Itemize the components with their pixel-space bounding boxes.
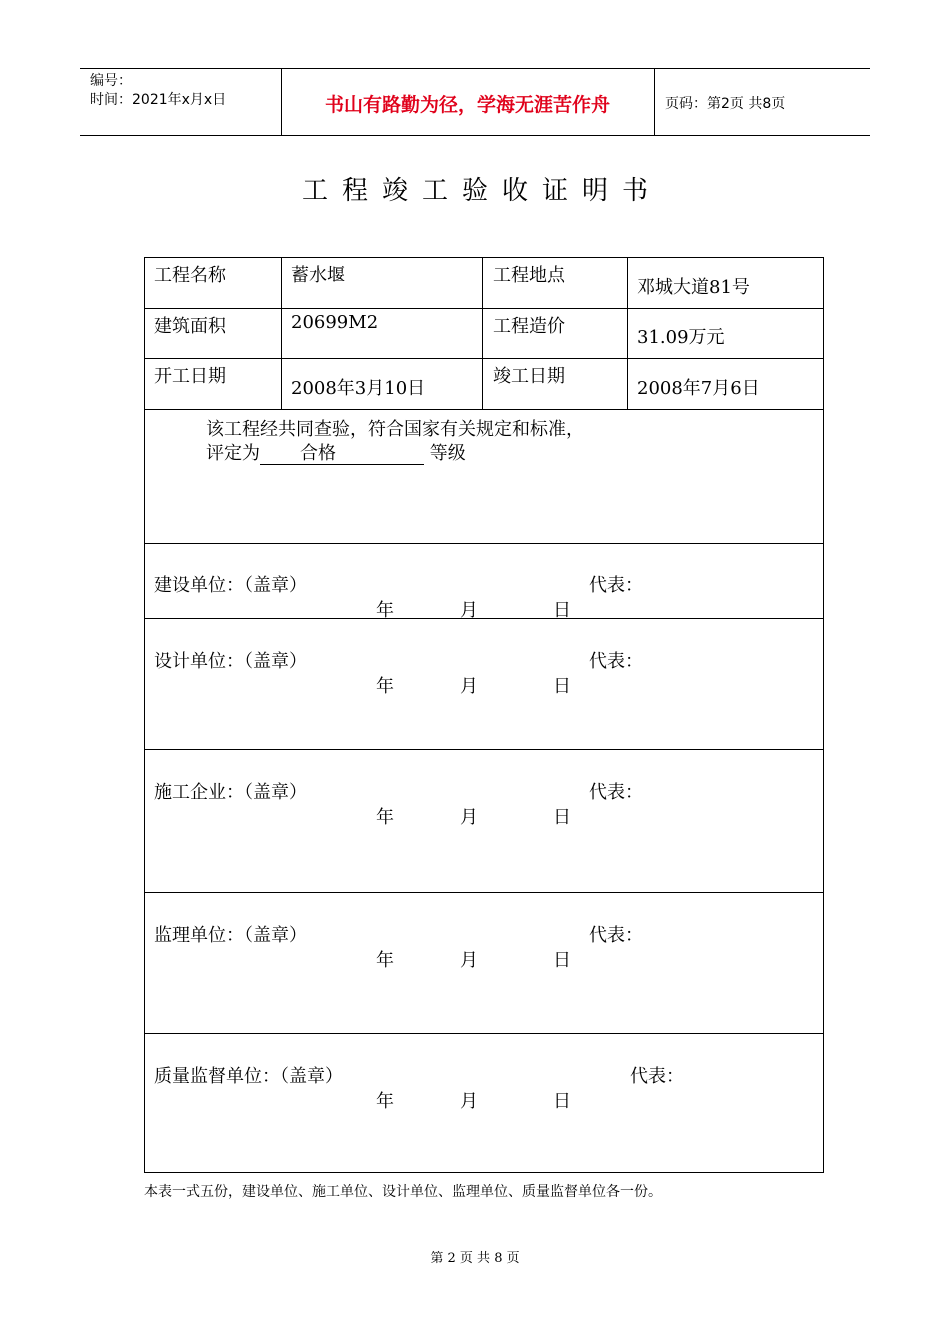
row-divider [145,749,823,750]
verdict-rating [206,439,466,465]
column-divider [281,258,282,409]
header-page-label: 页码：第2页 共8页 [665,96,786,112]
representative-label: 代表： [589,925,643,946]
header-meta [90,72,226,110]
header-top-rule [80,68,870,69]
row-divider [145,618,823,619]
project-cost-label: 工程造价 [493,316,565,337]
row-divider [145,892,823,893]
representative-label: 代表： [589,651,643,672]
row-divider [145,308,823,309]
completion-date-label: 竣工日期 [493,366,565,387]
building-area-label: 建筑面积 [154,316,226,337]
row-divider [145,409,823,410]
date-year: 年 [376,676,394,697]
date-day: 日 [553,950,571,971]
start-date-label: 开工日期 [154,366,226,387]
date-month: 月 [460,807,478,828]
supervision-unit-seal-label: 监理单位：（盖章） [154,925,307,946]
row-divider [145,1033,823,1034]
representative-label: 代表： [589,575,643,596]
column-divider [482,258,483,409]
date-year: 年 [376,1091,394,1112]
start-date-value: 2008年3月10日 [291,378,426,399]
document-time-label: 时间：2021年x月x日 [90,92,227,108]
header-motto: 书山有路勤为径，学海无涯苦作舟 [324,94,610,116]
verdict-grade: 合格 [260,444,424,465]
date-month: 月 [460,1091,478,1112]
building-area-value: 20699M2 [291,312,379,333]
document-number-label: 编号： [90,73,132,89]
header-bottom-rule [80,135,870,136]
row-divider [145,543,823,544]
project-location-label: 工程地点 [493,265,565,286]
header-divider-right [654,68,655,135]
project-cost-value: 31.09万元 [637,327,725,348]
document-title: 工程竣工验收证明书 [301,176,662,206]
date-year: 年 [376,950,394,971]
date-day: 日 [553,807,571,828]
project-name-value: 蓄水堰 [291,265,345,286]
construction-unit-seal-label: 施工企业：（盖章） [154,782,307,803]
row-divider [145,358,823,359]
column-divider [627,258,628,409]
completion-date-value: 2008年7月6日 [637,378,760,399]
acceptance-table [144,257,824,1173]
quality-supervision-seal-label: 质量监督单位：（盖章） [154,1066,343,1087]
representative-label: 代表： [589,782,643,803]
verdict-suffix: 等级 [429,443,466,464]
owner-unit-seal-label: 建设单位：（盖章） [154,575,307,596]
project-name-label: 工程名称 [154,265,226,286]
date-month: 月 [460,950,478,971]
date-day: 日 [553,1091,571,1112]
design-unit-seal-label: 设计单位：（盖章） [154,651,307,672]
date-month: 月 [460,676,478,697]
page-footer: 第 2 页 共 8 页 [430,1251,520,1266]
date-year: 年 [376,600,394,621]
date-day: 日 [553,676,571,697]
date-month: 月 [460,600,478,621]
verdict-statement: 该工程经共同查验，符合国家有关规定和标准， [206,419,584,440]
representative-label: 代表： [630,1066,684,1087]
project-location-value: 邓城大道81号 [637,277,750,298]
date-year: 年 [376,807,394,828]
date-day: 日 [553,600,571,621]
table-footnote: 本表一式五份，建设单位、施工单位、设计单位、监理单位、质量监督单位各一份。 [144,1184,662,1200]
verdict-prefix: 评定为 [206,443,260,464]
